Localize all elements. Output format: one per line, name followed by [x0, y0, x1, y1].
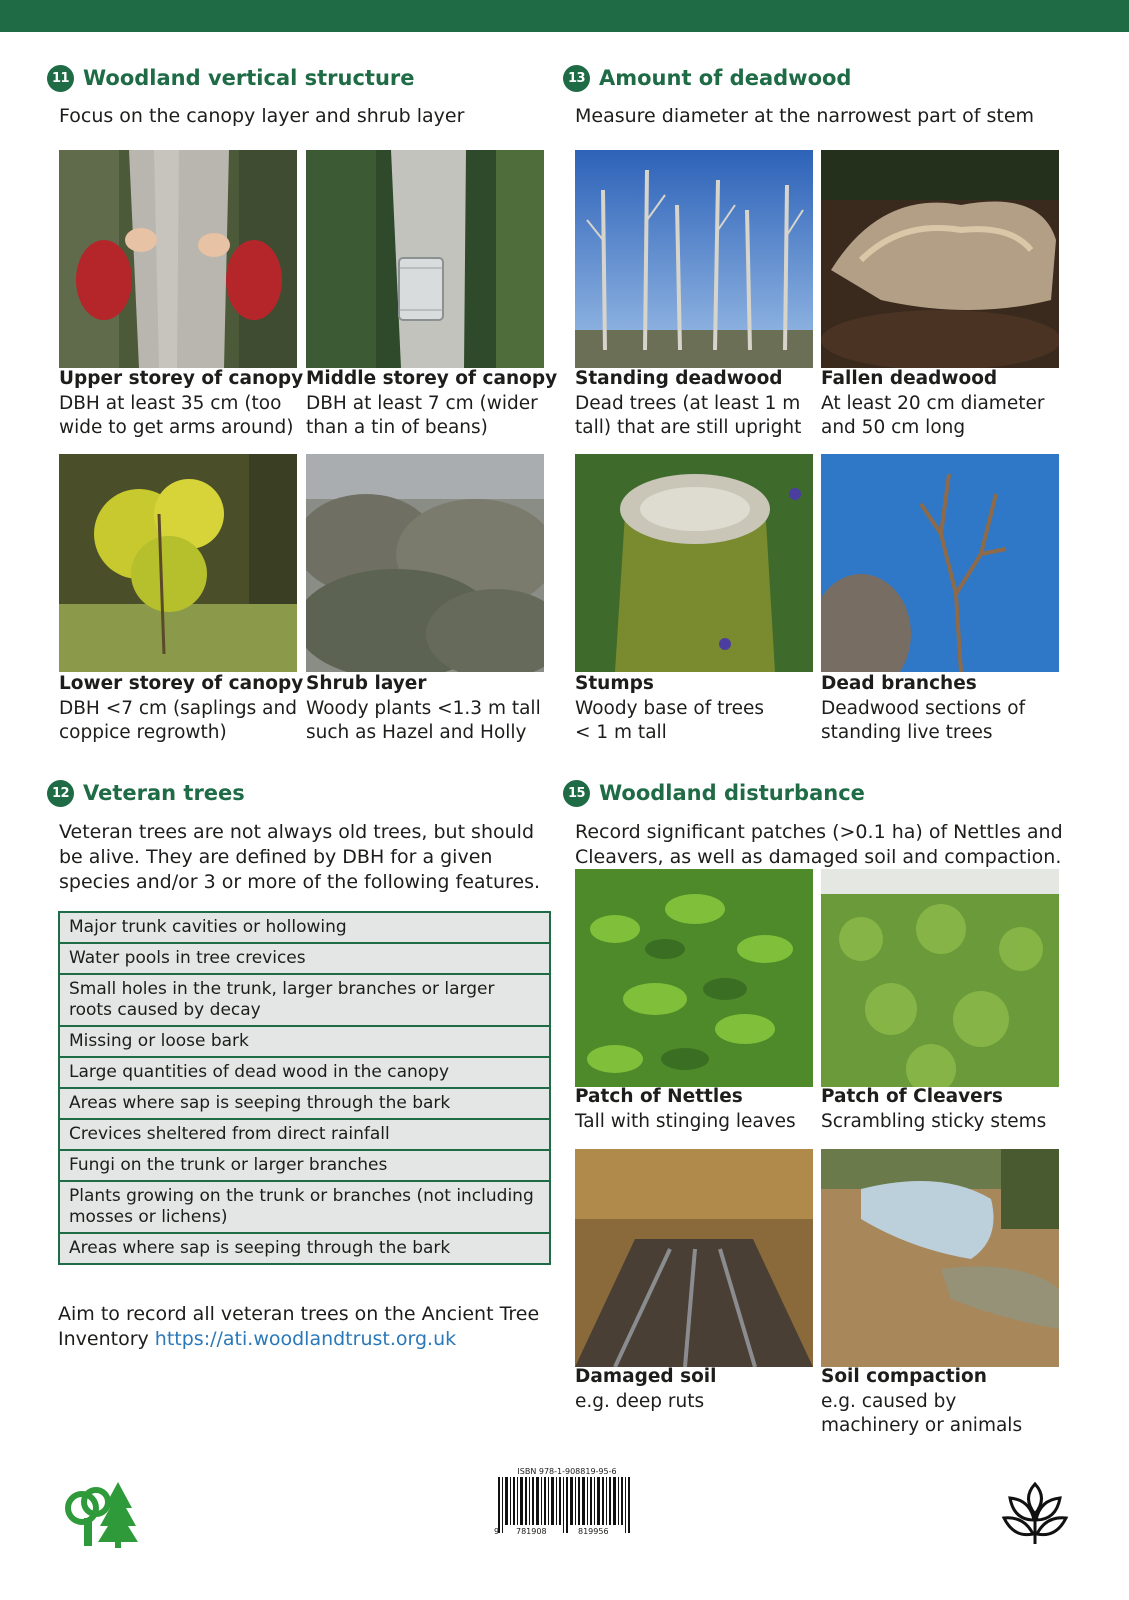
photo-cleavers [821, 869, 1059, 1087]
feature-row: Major trunk cavities or hollowing [60, 913, 549, 944]
caption-middle-storey [306, 367, 558, 441]
caption-desc: Tall with stinging leaves [575, 1110, 796, 1132]
section-11-intro: Focus on the canopy layer and shrub layer [59, 105, 465, 127]
caption-fallen-deadwood [821, 367, 1066, 441]
feature-row: Areas where sap is seeping through the bark [60, 1089, 549, 1120]
photo-soil-compaction [821, 1149, 1059, 1367]
photo-standing-deadwood [575, 150, 813, 368]
section-title: Amount of deadwood [599, 66, 852, 90]
caption-stumps [575, 672, 820, 746]
photo-damaged-soil [575, 1149, 813, 1367]
caption-desc: tall) that are still upright [575, 417, 802, 438]
caption-cleavers [821, 1085, 1066, 1134]
photo-dead-branches [821, 454, 1059, 672]
aim-line [58, 1327, 539, 1352]
caption-desc: wide to get arms around) [59, 417, 294, 438]
aim-prefix: Inventory [58, 1328, 155, 1350]
caption-desc: At least 20 cm diameter [821, 392, 1045, 414]
caption-desc: Scrambling sticky stems [821, 1110, 1047, 1132]
section-number-badge: 11 [47, 65, 74, 92]
feature-row: Water pools in tree crevices [60, 944, 549, 975]
caption-standing-deadwood [575, 367, 820, 441]
section-title: Veteran trees [83, 781, 245, 805]
barcode-digits [494, 1527, 640, 1547]
caption-desc: DBH at least 35 cm (too [59, 392, 282, 414]
caption-desc: e.g. deep ruts [575, 1390, 705, 1412]
section-12-intro [59, 820, 540, 895]
section-15-heading [563, 778, 865, 808]
photo-upper-storey [59, 150, 297, 368]
intro-line: species and/or 3 or more of the following features. [59, 871, 541, 893]
section-15-intro [575, 820, 1063, 870]
photo-stumps [575, 454, 813, 672]
photo-lower-storey [59, 454, 297, 672]
caption-desc: coppice regrowth) [59, 722, 227, 743]
feature-row: Small holes in the trunk, larger branches or larger roots caused by decay [60, 975, 549, 1027]
barcode-digit-group: 819956 [578, 1527, 609, 1536]
caption-title: Patch of Nettles [575, 1086, 743, 1107]
caption-title: Dead branches [821, 673, 977, 694]
leaf-emblem-icon [1000, 1480, 1070, 1546]
feature-row: Large quantities of dead wood in the canopy [60, 1058, 549, 1089]
feature-row: Plants growing on the trunk or branches (not including mosses or lichens) [60, 1182, 549, 1234]
feature-row: Crevices sheltered from direct rainfall [60, 1120, 549, 1151]
isbn-barcode [494, 1467, 640, 1547]
caption-desc: < 1 m tall [575, 722, 667, 743]
ati-link[interactable]: https://ati.woodlandtrust.org.uk [154, 1328, 457, 1350]
caption-title: Patch of Cleavers [821, 1086, 1003, 1107]
photo-shrub-layer [306, 454, 544, 672]
section-number-badge: 13 [563, 65, 590, 92]
section-13-heading [563, 63, 851, 93]
photo-middle-storey [306, 150, 544, 368]
feature-row: Fungi on the trunk or larger branches [60, 1151, 549, 1182]
caption-title: Middle storey of canopy [306, 368, 558, 389]
caption-desc: Dead trees (at least 1 m [575, 392, 801, 414]
caption-shrub-layer [306, 672, 551, 746]
caption-desc: than a tin of beans) [306, 417, 488, 438]
photo-nettles [575, 869, 813, 1087]
photo-fallen-deadwood [821, 150, 1059, 368]
caption-title: Fallen deadwood [821, 368, 998, 389]
caption-desc: Woody plants <1.3 m tall [306, 697, 541, 719]
intro-line: Veteran trees are not always old trees, but should [59, 821, 534, 843]
caption-desc: Woody base of trees [575, 697, 764, 719]
top-banner [0, 0, 1129, 32]
barcode-bars [494, 1477, 640, 1533]
section-title: Woodland vertical structure [83, 66, 415, 90]
caption-soil-compaction [821, 1365, 1066, 1439]
caption-desc: such as Hazel and Holly [306, 722, 527, 743]
caption-nettles [575, 1085, 820, 1134]
isbn-text: ISBN 978-1-908819-95-6 [517, 1467, 617, 1476]
caption-title: Upper storey of canopy [59, 368, 304, 389]
caption-title: Stumps [575, 673, 654, 694]
caption-title: Standing deadwood [575, 368, 783, 389]
caption-title: Shrub layer [306, 673, 427, 694]
section-12-heading [47, 778, 245, 808]
caption-desc: e.g. caused by [821, 1390, 957, 1412]
woodland-trust-tree-logo-icon [60, 1478, 140, 1550]
caption-title: Soil compaction [821, 1366, 987, 1387]
caption-desc: DBH <7 cm (saplings and [59, 697, 297, 719]
caption-damaged-soil [575, 1365, 820, 1414]
caption-desc: DBH at least 7 cm (wider [306, 392, 538, 414]
caption-title: Lower storey of canopy [59, 673, 304, 694]
aim-line: Aim to record all veteran trees on the Ancient Tree [58, 1303, 540, 1325]
barcode-digit-group: 9 [494, 1527, 500, 1536]
section-number-badge: 15 [563, 780, 590, 807]
caption-desc: Deadwood sections of [821, 697, 1026, 719]
feature-row: Missing or loose bark [60, 1027, 549, 1058]
caption-dead-branches [821, 672, 1066, 746]
section-title: Woodland disturbance [599, 781, 865, 805]
intro-line: Cleavers, as well as damaged soil and compaction. [575, 846, 1062, 868]
feature-row: Areas where sap is seeping through the bark [60, 1234, 549, 1265]
intro-line: be alive. They are defined by DBH for a given [59, 846, 493, 868]
section-13-intro: Measure diameter at the narrowest part of stem [575, 105, 1035, 127]
caption-lower-storey [59, 672, 304, 746]
barcode-digit-group: 781908 [516, 1527, 547, 1536]
caption-upper-storey [59, 367, 304, 441]
ancient-tree-inventory-note [58, 1302, 539, 1352]
section-11-heading [47, 63, 415, 93]
caption-desc: machinery or animals [821, 1415, 1023, 1436]
intro-line: Record significant patches (>0.1 ha) of Nettles and [575, 821, 1063, 843]
caption-title: Damaged soil [575, 1366, 717, 1387]
veteran-features-table [58, 911, 551, 1265]
caption-desc: and 50 cm long [821, 417, 966, 438]
caption-desc: standing live trees [821, 722, 993, 743]
section-number-badge: 12 [47, 780, 74, 807]
